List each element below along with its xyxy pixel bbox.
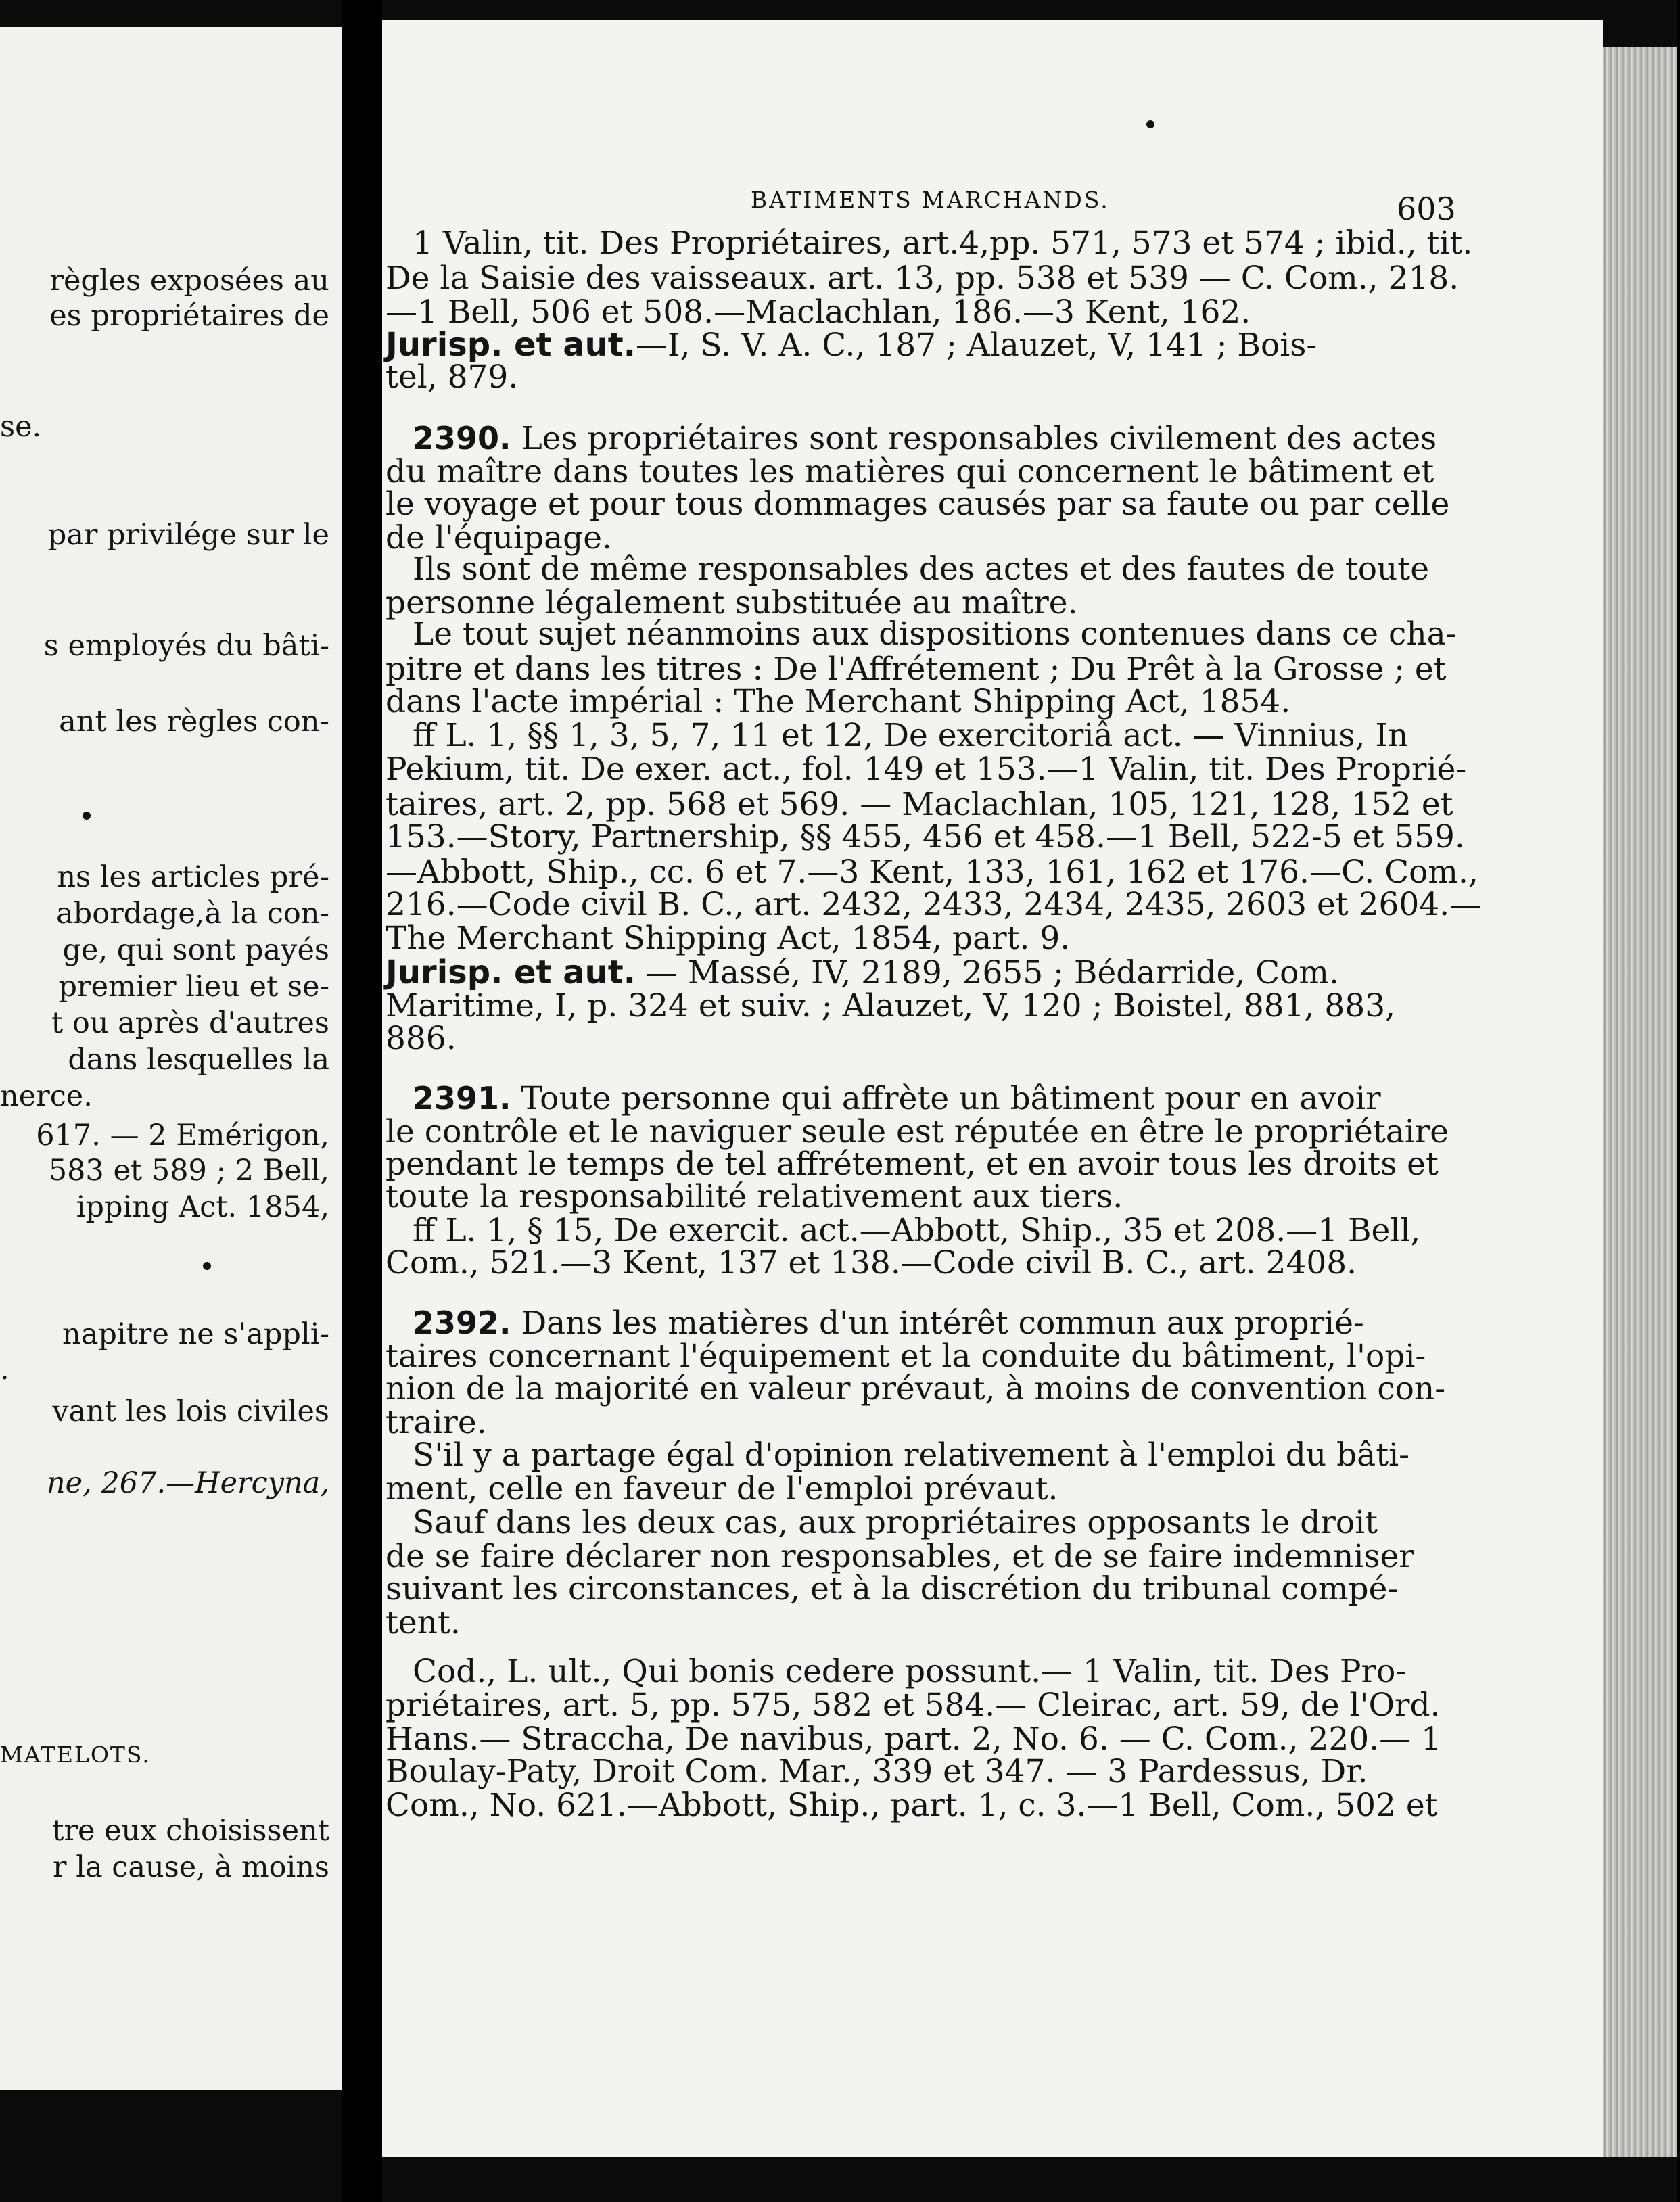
- body-text-line: 1 Valin, tit. Des Propriétaires, art.4,pp. 571, 573 et 574 ; ibid., tit.: [413, 225, 1473, 262]
- left-text-line: règles exposées au: [49, 264, 329, 298]
- body-text-line: pendant le temps de tel affrétement, et en avoir tous les droits et: [386, 1146, 1439, 1183]
- body-text-line: le contrôle et le naviguer seule est réputée en être le propriétaire: [386, 1113, 1449, 1150]
- left-text-line: tre eux choisissent: [52, 1814, 329, 1848]
- print-speck: [83, 812, 91, 820]
- article-number: 2391.: [413, 1080, 511, 1117]
- left-text-line: dans lesquelles la: [68, 1043, 329, 1077]
- left-text-line: abordage,à la con-: [56, 897, 329, 931]
- left-text-line: 583 et 589 ; 2 Bell,: [48, 1154, 329, 1188]
- left-text-line: es propriétaires de: [49, 299, 329, 333]
- body-text-line: 2390. Les propriétaires sont responsables civilement des actes: [413, 420, 1437, 457]
- page-number: 603: [1397, 191, 1456, 227]
- body-text-line: Com., No. 621.—Abbott, Ship., part. 1, c. 3.—1 Bell, Com., 502 et: [386, 1787, 1438, 1824]
- body-text-line: Jurisp. et aut.—I, S. V. A. C., 187 ; Alauzet, V, 141 ; Bois-: [386, 326, 1317, 364]
- body-text-line: Hans.— Straccha, De navibus, part. 2, No. 6. — C. Com., 220.— 1: [386, 1720, 1441, 1758]
- body-text-line: Le tout sujet néanmoins aux dispositions contenues dans ce cha-: [413, 615, 1457, 653]
- body-text-line: suivant les circonstances, et à la discrétion du tribunal compé-: [386, 1570, 1399, 1608]
- body-text-line: Pekium, tit. De exer. act., fol. 149 et 153.—1 Valin, tit. Des Proprié-: [386, 751, 1467, 788]
- right-page: [382, 20, 1603, 2157]
- left-text-line: ant les règles con-: [59, 705, 329, 739]
- jurisprudence-heading: Jurisp. et aut.: [386, 954, 636, 991]
- page-edge-shadow: [1677, 0, 1680, 2202]
- left-section-heading: MATELOTS.: [0, 1741, 151, 1768]
- body-text-line: The Merchant Shipping Act, 1854, part. 9.: [386, 920, 1071, 957]
- body-text-line: S'il y a partage égal d'opinion relativement à l'emploi du bâti-: [413, 1436, 1410, 1474]
- body-text-line: 216.—Code civil B. C., art. 2432, 2433, 2434, 2435, 2603 et 2604.—: [386, 886, 1482, 923]
- body-text-line: taires concernant l'équipement et la conduite du bâtiment, l'opi-: [386, 1338, 1426, 1375]
- jurisprudence-heading: Jurisp. et aut.: [386, 326, 636, 364]
- print-speck: [203, 1262, 211, 1270]
- left-text-line: napitre ne s'appli-: [62, 1317, 329, 1351]
- left-text-line: s employés du bâti-: [43, 629, 329, 663]
- left-text-line: r la cause, à moins: [52, 1850, 329, 1884]
- page-edges: [1603, 47, 1680, 2157]
- left-page-fragment: [0, 27, 342, 2090]
- running-head: BATIMENTS MARCHANDS.: [751, 187, 1110, 213]
- body-text-line: du maître dans toutes les matières qui concernent le bâtiment et: [386, 453, 1434, 490]
- left-text-line: premier lieu et se-: [58, 970, 329, 1004]
- body-text-line: ff L. 1, §§ 1, 3, 5, 7, 11 et 12, De exercitoriâ act. — Vinnius, In: [413, 717, 1409, 754]
- left-text-line: t ou après d'autres: [51, 1006, 329, 1040]
- left-text-line: .: [0, 1353, 9, 1386]
- body-text-line: De la Saisie des vaisseaux. art. 13, pp. 538 et 539 — C. Com., 218.: [386, 260, 1460, 297]
- left-text-line: se.: [0, 410, 42, 444]
- body-text-line: 2392. Dans les matières d'un intérêt commun aux proprié-: [413, 1305, 1364, 1342]
- left-text-line: ge, qui sont payés: [62, 933, 329, 967]
- body-text-line: le voyage et pour tous dommages causés par sa faute ou par celle: [386, 486, 1450, 523]
- body-text-line: Maritime, I, p. 324 et suiv. ; Alauzet, V, 120 ; Boistel, 881, 883,: [386, 987, 1396, 1025]
- body-text-line: personne légalement substituée au maître.: [386, 584, 1078, 622]
- body-text-line: Ils sont de même responsables des actes et des fautes de toute: [413, 550, 1430, 588]
- body-text-line: tel, 879.: [386, 358, 519, 396]
- body-text-line: priétaires, art. 5, pp. 575, 582 et 584.— Cleirac, art. 59, de l'Ord.: [386, 1687, 1441, 1724]
- body-text-line: pitre et dans les titres : De l'Affrétement ; Du Prêt à la Grosse ; et: [386, 651, 1447, 688]
- page-body: [382, 20, 1603, 2157]
- left-text-line: ne, 267.—Hercyna,: [46, 1466, 329, 1500]
- body-text-line: taires, art. 2, pp. 568 et 569. — Maclachlan, 105, 121, 128, 152 et: [386, 786, 1453, 823]
- body-text-line: —1 Bell, 506 et 508.—Maclachlan, 186.—3 Kent, 162.: [386, 294, 1251, 331]
- body-text-line: Cod., L. ult., Qui bonis cedere possunt.— 1 Valin, tit. Des Pro-: [413, 1653, 1407, 1690]
- body-text-line: Sauf dans les deux cas, aux propriétaires opposants le droit: [413, 1504, 1378, 1541]
- body-text-line: de l'équipage.: [386, 519, 612, 557]
- body-text-line: nion de la majorité en valeur prévaut, à moins de convention con-: [386, 1370, 1446, 1407]
- body-text-line: Jurisp. et aut. — Massé, IV, 2189, 2655 ; Bédarride, Com.: [386, 954, 1339, 991]
- body-text-line: 153.—Story, Partnership, §§ 455, 456 et 458.—1 Bell, 522-5 et 559.: [386, 818, 1465, 856]
- body-text-line: toute la responsabilité relativement aux tiers.: [386, 1178, 1123, 1215]
- left-text-line: ns les articles pré-: [57, 860, 329, 894]
- body-text-line: 2391. Toute personne qui affrète un bâtiment pour en avoir: [413, 1080, 1381, 1117]
- left-text-line: ipping Act. 1854,: [76, 1190, 329, 1224]
- body-text-line: Boulay-Paty, Droit Com. Mar., 339 et 347. — 3 Pardessus, Dr.: [386, 1753, 1368, 1790]
- article-number: 2392.: [413, 1305, 511, 1341]
- left-text-line: 617. — 2 Emérigon,: [36, 1119, 329, 1152]
- left-text-line: par privilége sur le: [47, 518, 329, 552]
- left-text-line: nerce.: [0, 1079, 93, 1113]
- body-text-line: tent.: [386, 1604, 461, 1641]
- body-text-line: Com., 521.—3 Kent, 137 et 138.—Code civil B. C., art. 2408.: [386, 1244, 1357, 1282]
- body-text-line: ment, celle en faveur de l'emploi prévaut.: [386, 1470, 1058, 1507]
- body-text-line: —Abbott, Ship., cc. 6 et 7.—3 Kent, 133, 161, 162 et 176.—C. Com.,: [386, 853, 1478, 891]
- body-text-line: de se faire déclarer non responsables, et de se faire indemniser: [386, 1538, 1414, 1575]
- article-number: 2390.: [413, 420, 511, 456]
- body-text-line: traire.: [386, 1404, 487, 1441]
- left-text-line: vant les lois civiles: [52, 1395, 329, 1428]
- book-spine: [342, 0, 382, 2202]
- body-text-line: ff L. 1, § 15, De exercit. act.—Abbott, Ship., 35 et 208.—1 Bell,: [413, 1212, 1421, 1249]
- body-text-line: dans l'acte impérial : The Merchant Shipping Act, 1854.: [386, 683, 1291, 720]
- body-text-line: 886.: [386, 1020, 457, 1057]
